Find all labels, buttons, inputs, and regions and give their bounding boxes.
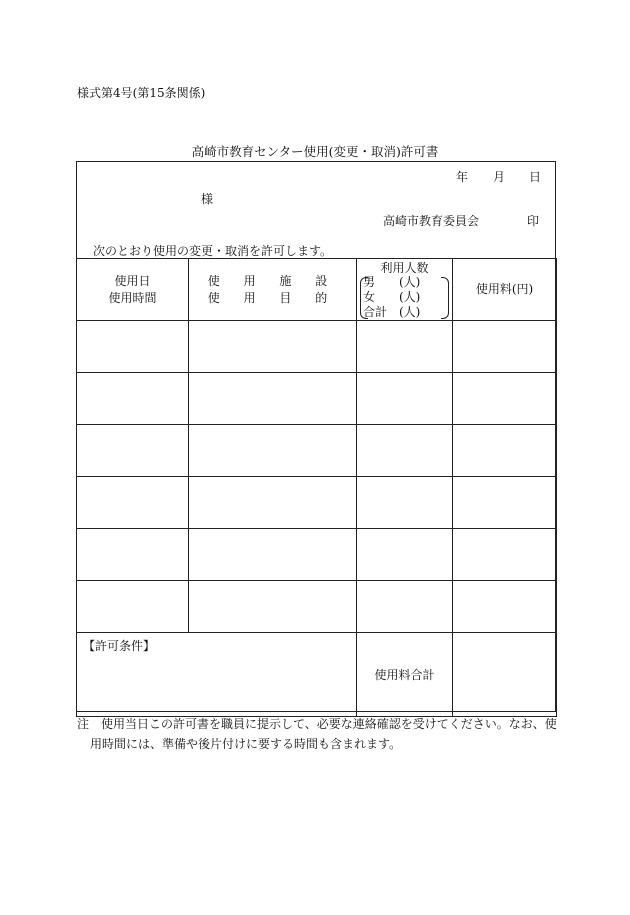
date-year-label: 年	[456, 170, 469, 184]
cell-attendance[interactable]	[357, 581, 453, 633]
issuer-name: 高崎市教育委員会	[383, 214, 480, 228]
table-row	[77, 321, 557, 373]
header-fee: 使用料(円)	[453, 259, 557, 321]
footnote-line-1: 注 使用当日この許可書を職員に提示して、必要な連絡確認を受けてください。なお、使	[77, 717, 557, 731]
cell-attendance[interactable]	[357, 477, 453, 529]
cell-attendance[interactable]	[357, 321, 453, 373]
table-header-row	[77, 259, 557, 321]
conditions-row	[77, 633, 557, 717]
cell-fee[interactable]	[453, 477, 557, 529]
usage-table	[76, 258, 557, 717]
cell-date[interactable]	[77, 581, 189, 633]
header-date-time	[77, 259, 189, 321]
table-row	[77, 373, 557, 425]
cell-attendance[interactable]	[357, 529, 453, 581]
attendance-total: 合計 (人)	[363, 305, 421, 319]
document-title: 高崎市教育センター使用(変更・取消)許可書	[191, 144, 439, 159]
cell-fee[interactable]	[453, 581, 557, 633]
table-row	[77, 529, 557, 581]
permit-form	[76, 161, 556, 712]
footnote	[77, 714, 557, 754]
cell-attendance[interactable]	[357, 425, 453, 477]
total-fee-label: 使用料合計	[357, 633, 453, 717]
header-purpose: 使 用 目 的	[207, 290, 338, 305]
form-number: 様式第4号(第15条関係)	[77, 86, 206, 100]
date-month-label: 月	[493, 170, 506, 184]
conditions-label: 【許可条件】	[77, 633, 357, 717]
cell-facility[interactable]	[189, 321, 357, 373]
cell-fee[interactable]	[453, 529, 557, 581]
cell-facility[interactable]	[189, 425, 357, 477]
header-facility: 使 用 施 設	[207, 273, 338, 288]
date-day-label: 日	[529, 170, 542, 184]
cell-date[interactable]	[77, 477, 189, 529]
cell-facility[interactable]	[189, 477, 357, 529]
addressee-suffix: 様	[201, 192, 214, 206]
cell-fee[interactable]	[453, 321, 557, 373]
header-use-time: 使用時間	[108, 290, 157, 305]
seal-mark: 印	[527, 214, 540, 228]
cell-date[interactable]	[77, 529, 189, 581]
cell-fee[interactable]	[453, 425, 557, 477]
cell-facility[interactable]	[189, 529, 357, 581]
header-facility-purpose	[189, 259, 357, 321]
table-row	[77, 425, 557, 477]
cell-attendance[interactable]	[357, 373, 453, 425]
total-fee-cell[interactable]	[453, 633, 557, 717]
table-row	[77, 581, 557, 633]
permission-notice: 次のとおり使用の変更・取消を許可します。	[93, 244, 333, 258]
header-attendance-title: 利用人数	[380, 261, 429, 275]
cell-date[interactable]	[77, 373, 189, 425]
footnote-line-2: 用時間には、準備や後片付けに要する時間も含まれます。	[90, 737, 402, 751]
cell-date[interactable]	[77, 425, 189, 477]
cell-date[interactable]	[77, 321, 189, 373]
table-row	[77, 477, 557, 529]
attendance-male: 男 (人)	[363, 275, 421, 289]
cell-facility[interactable]	[189, 373, 357, 425]
cell-facility[interactable]	[189, 581, 357, 633]
header-use-date: 使用日	[114, 273, 151, 288]
header-attendance	[357, 259, 453, 321]
attendance-female: 女 (人)	[363, 290, 421, 304]
cell-fee[interactable]	[453, 373, 557, 425]
